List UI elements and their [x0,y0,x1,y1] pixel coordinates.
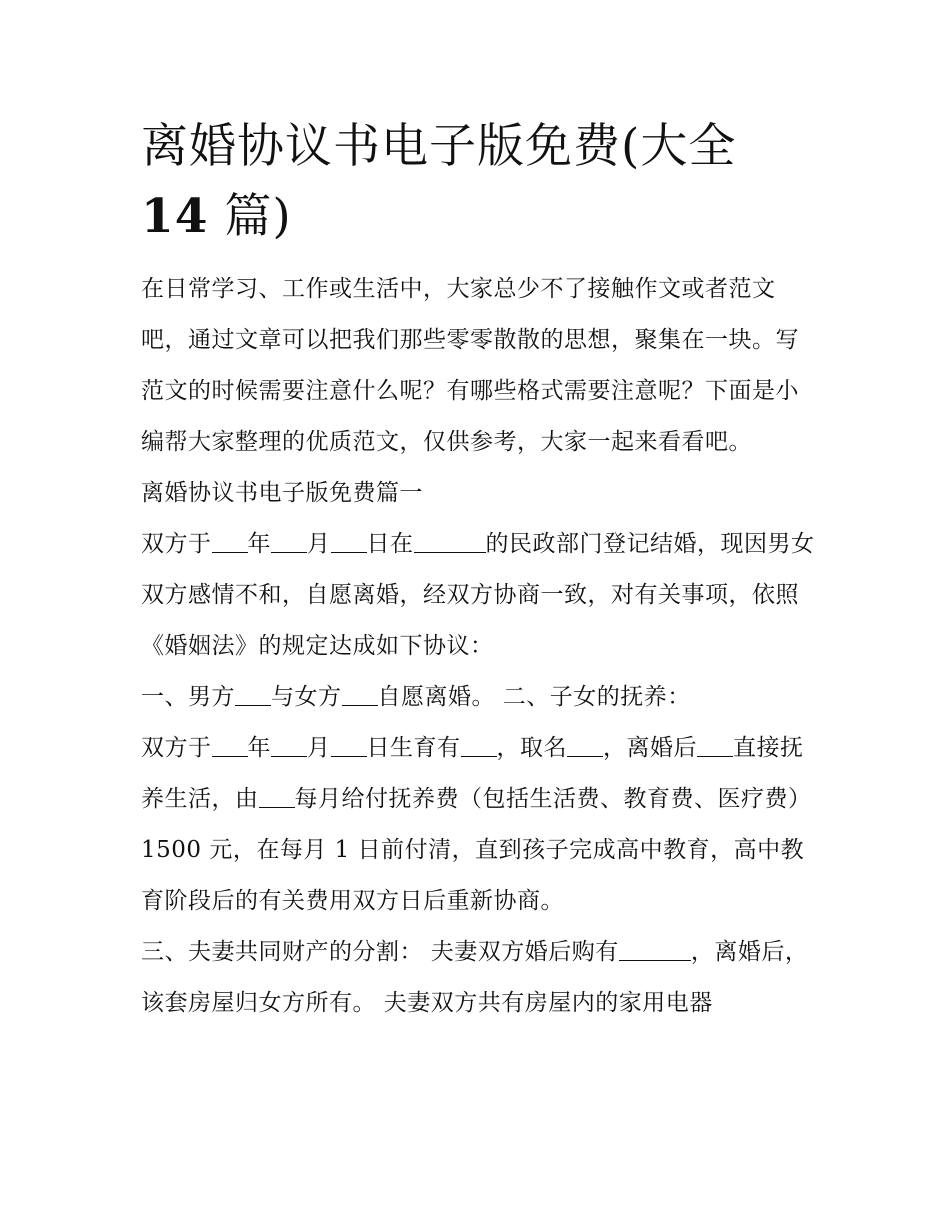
fill-blank [342,682,378,706]
text-run: 双方于 [141,735,212,761]
fill-blank [697,733,733,757]
text-run: 三、夫妻共同财产的分割： 夫妻双方婚后购有 [141,939,619,965]
intro-paragraph: 在日常学习、工作或生活中，大家总少不了接触作文或者范文吧，通过文章可以把我们那些零零散散的思想，聚集在一块。写范文的时候需要注意什么呢？有哪些格式需要注意呢？下面是小编帮大家整理的优质范文，仅供参考，大家一起来看看吧。 [141,276,799,455]
text-run: ，离婚后 [603,735,697,761]
text-run: ，离婚后，该套房屋归女方所有。 夫妻双方共有房屋内的家用电器 [141,939,809,1016]
text-run: 年 [247,735,271,761]
section-heading: 离婚协议书电子版免费篇一 [141,480,423,506]
text-run: 每月给付抚养费（包括生活费、教育费、医疗费）1500 元，在每月 1 日前付清，直到孩子完成高中教育，高中教育阶段后的有关费用双方日后重新协商。 [141,786,812,914]
title-suffix: 篇) [224,189,292,244]
fill-blank [461,733,497,757]
text-run: 自愿离婚。 二、子女的抚养： [377,684,691,710]
document-page [141,112,821,1029]
title-text: 离婚协议书电子版免费(大全 [141,119,737,174]
text-run: 年 [247,531,271,557]
fill-blank [271,733,307,757]
fill-blank [567,733,603,757]
title-number: 14 [141,189,209,244]
text-run: 月 [307,735,331,761]
fill-blank [271,529,307,553]
text-run: 日在 [366,531,414,557]
text-run: 双方于 [141,531,212,557]
text-run: 日生育有 [366,735,461,761]
divorce-clause-paragraph [141,672,821,723]
text-run: 月 [307,531,331,557]
text-run: 的民政部门登记结婚，现因男女双方感情不和，自愿离婚，经双方协商一致，对有关事项，依照《婚姻法》的规定达成如下协议： [141,531,815,659]
fill-blank [235,682,271,706]
property-division-paragraph [141,927,821,1029]
text-run: 直接抚养生活，由 [141,735,804,812]
fill-blank [619,937,691,961]
marriage-registration-paragraph [141,519,821,672]
text-run: ，取名 [496,735,567,761]
text-run: 与女方 [271,684,342,710]
fill-blank [212,529,248,553]
fill-blank [414,529,486,553]
fill-blank [212,733,248,757]
text-run: 一、男方 [141,684,235,710]
child-support-paragraph [141,723,821,927]
fill-blank [331,733,367,757]
fill-blank [259,784,295,808]
document-title [141,112,821,252]
fill-blank [331,529,367,553]
